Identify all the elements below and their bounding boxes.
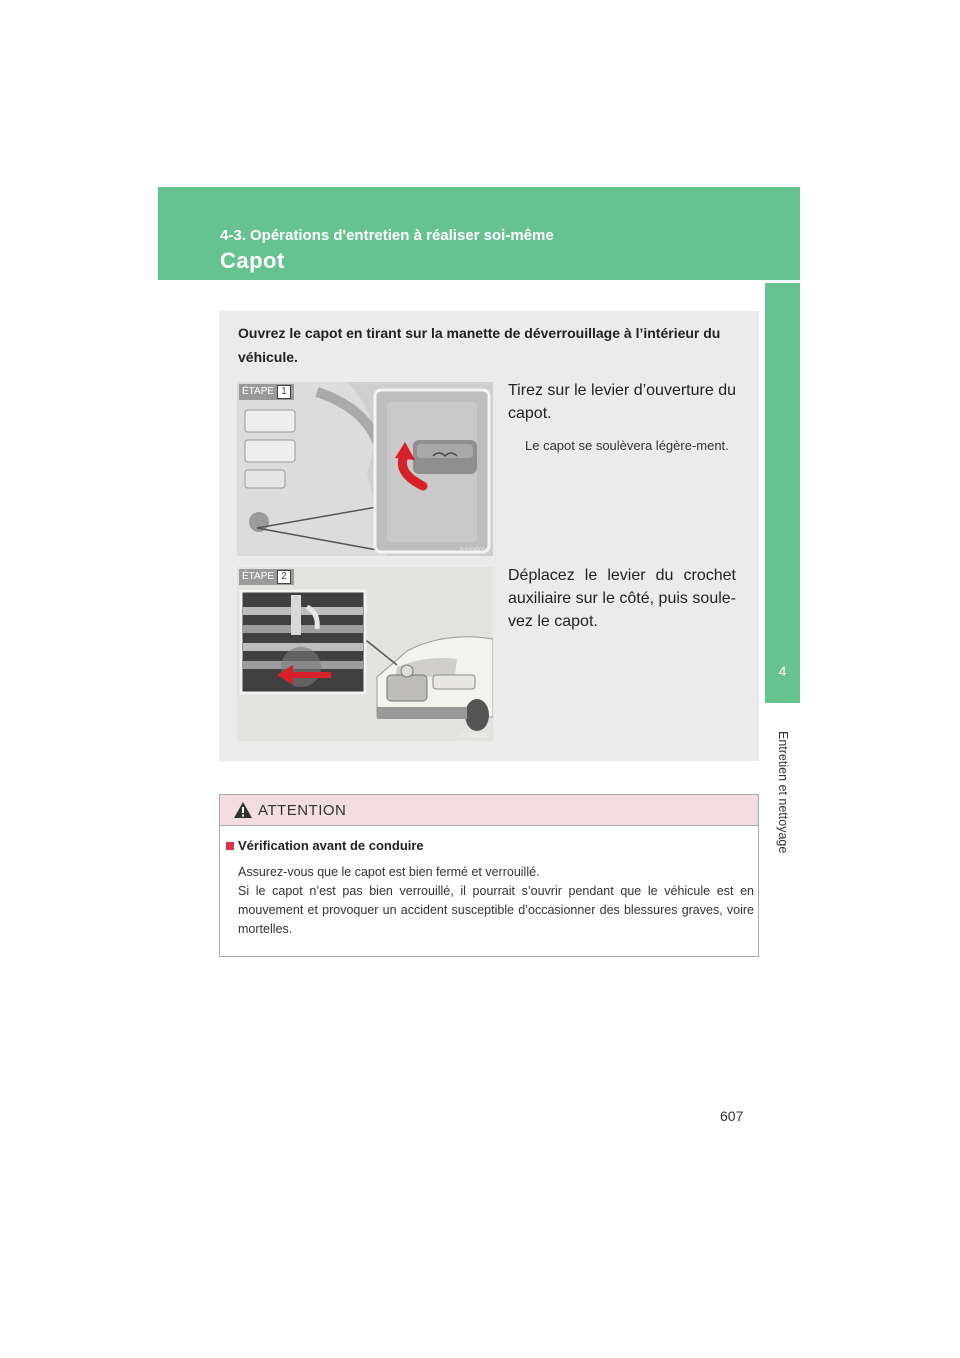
- warning-subtitle: Vérification avant de conduire: [238, 838, 424, 853]
- warning-box: [219, 794, 759, 957]
- step-2-figure: [237, 567, 493, 741]
- dashboard-illustration: [237, 382, 493, 556]
- step-1-text: Tirez sur le levier d’ouverture du capot.: [508, 382, 736, 422]
- procedure-box: [219, 311, 759, 761]
- square-bullet-icon: [226, 842, 234, 850]
- page-title: Capot: [220, 248, 285, 273]
- step-1-figure-code: ILY43F001: [460, 548, 489, 554]
- procedure-intro: Ouvrez le capot en tirant sur la manette de déverrouillage à l’intérieur du véhicule.: [238, 325, 721, 365]
- step-1-figure: [237, 382, 493, 556]
- page-number: 607: [720, 1108, 744, 1124]
- warning-body: [238, 863, 754, 939]
- step-1-note: Le capot se soulèvera légère-ment.: [525, 438, 729, 453]
- step-2-badge: [239, 569, 294, 585]
- step-1-badge-label: ÉTAPE: [242, 386, 275, 397]
- warning-subtitle-row: [226, 838, 424, 853]
- step-2-badge-number: 2: [277, 570, 291, 584]
- warning-header: [220, 795, 758, 826]
- chapter-label: Entretien et nettoyage: [776, 730, 790, 854]
- section-title: 4-3. Opérations d'entretien à réaliser soi-même: [220, 227, 554, 244]
- warning-triangle-icon: [233, 801, 253, 819]
- chapter-side-tab[interactable]: [765, 283, 800, 703]
- step-2-figure-code: ILY43F002: [460, 733, 489, 739]
- warning-line-2: Si le capot n’est pas bien verrouillé, il pourrait s’ouvrir pendant que le véhicule est en mouvement et provoquer un accident susceptible d’occasionner des blessures graves, voire mortelles.: [238, 884, 754, 936]
- vehicle-front-illustration: [237, 567, 493, 741]
- chapter-header: [158, 187, 800, 280]
- warning-line-1: Assurez-vous que le capot est bien fermé et verrouillé.: [238, 865, 540, 879]
- step-1-badge-number: 1: [277, 385, 291, 399]
- chapter-number: 4: [778, 663, 787, 679]
- step-2-text: Déplacez le levier du crochet auxiliaire sur le côté, puis soule-vez le capot.: [508, 567, 736, 630]
- warning-title: ATTENTION: [258, 802, 347, 819]
- step-1-badge: [239, 384, 294, 400]
- step-2-badge-label: ÉTAPE: [242, 571, 275, 582]
